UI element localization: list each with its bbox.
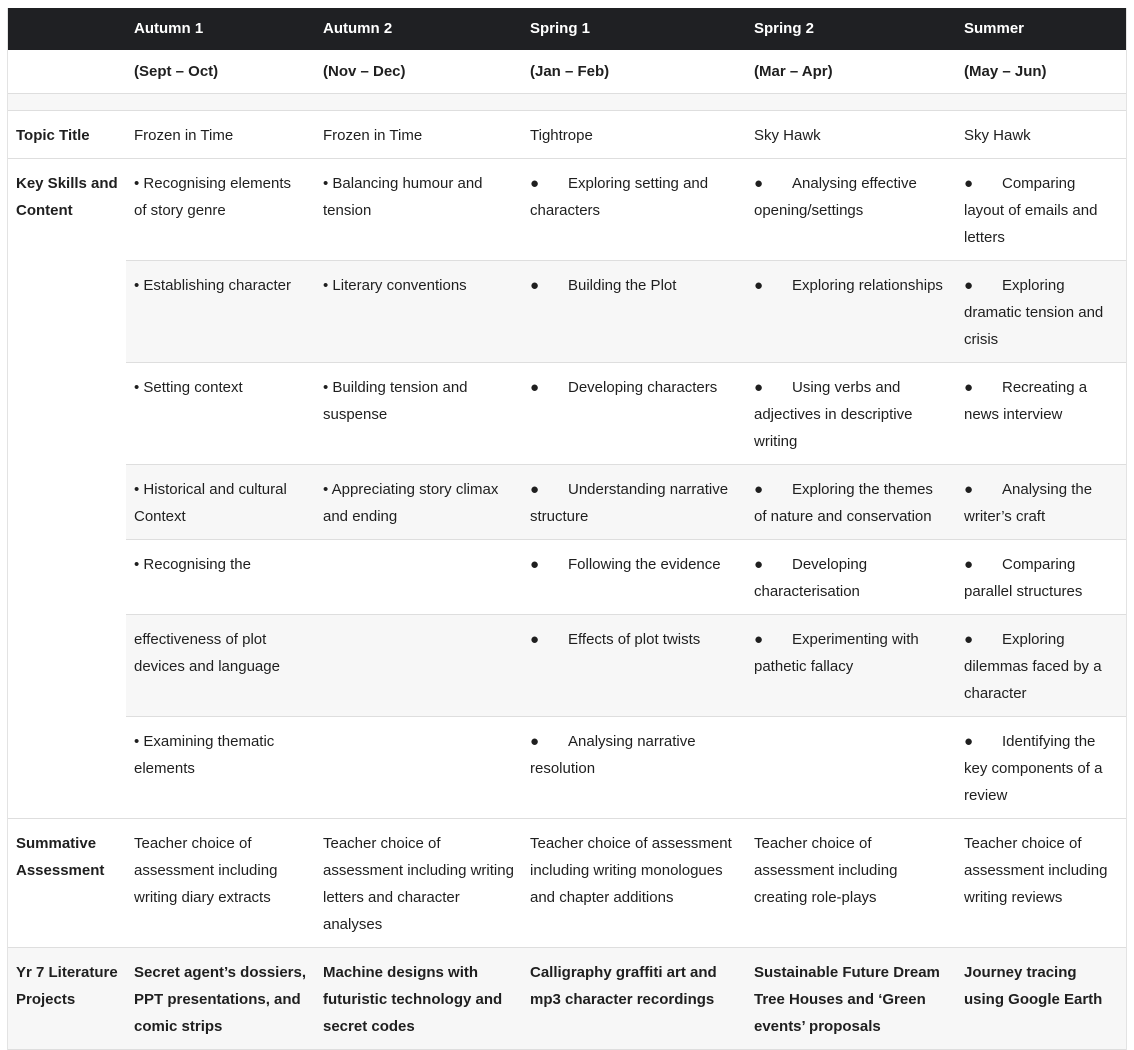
skills-row [8,615,1126,717]
summative-cell: Teacher choice of assessment including writing reviews [956,819,1126,948]
bullet-icon: ● [964,175,974,192]
topic-cell: Frozen in Time [126,111,315,159]
skill-cell [746,465,956,540]
project-cell: Sustainable Future Dream Tree Houses and ‘Green events’ proposals [746,948,956,1050]
bullet-icon: ● [964,277,974,294]
skill-cell [315,465,522,540]
skill-cell [315,615,522,717]
skill-text: Building the Plot [568,277,677,294]
summative-cell: Teacher choice of assessment including writing diary extracts [126,819,315,948]
skill-cell [746,540,956,615]
bullet-icon: ● [964,631,974,648]
row-label-literature-projects: Yr 7 Literature Projects [8,948,126,1050]
skill-text: • Setting context [134,379,243,396]
skill-cell [522,261,746,363]
skill-text: Using verbs and adjectives in descriptive writing [754,379,913,450]
skills-row [8,159,1126,261]
skill-cell [746,261,956,363]
skill-cell [315,717,522,819]
skill-text: Identifying the key components of a review [964,733,1103,804]
spacer-cell [746,94,956,111]
summative-cell: Teacher choice of assessment including creating role-plays [746,819,956,948]
skill-text: Analysing effective opening/settings [754,175,917,219]
skill-cell [956,465,1126,540]
header-cell-empty [8,8,126,50]
skill-text: • Literary conventions [323,277,467,294]
skill-text: Analysing narrative resolution [530,733,696,777]
header-cell-spring-1: Spring 1 [522,8,746,50]
bullet-icon: ● [754,481,764,498]
skill-text: Exploring setting and characters [530,175,709,219]
row-label-summative-assessment: Summative Assessment [8,819,126,948]
skill-text: • Recognising the [134,556,251,573]
spacer-row [8,94,1126,111]
date-cell-autumn-2: (Nov – Dec) [315,50,522,94]
skill-cell [956,363,1126,465]
spacer-cell [956,94,1126,111]
date-cell-summer: (May – Jun) [956,50,1126,94]
date-cell-autumn-1: (Sept – Oct) [126,50,315,94]
skill-text: Exploring dilemmas faced by a character [964,631,1102,702]
skill-text: • Building tension and suspense [323,379,468,423]
bullet-icon: ● [530,277,540,294]
bullet-icon: ● [530,481,540,498]
skill-text: • Recognising elements of story genre [134,175,292,219]
bullet-icon: ● [964,379,974,396]
skill-cell [315,540,522,615]
skill-cell [315,261,522,363]
summative-assessment-row [8,819,1126,948]
topic-cell: Sky Hawk [956,111,1126,159]
row-label-topic-title: Topic Title [8,111,126,159]
bullet-icon: ● [754,556,764,573]
skill-cell [956,717,1126,819]
skill-text: Understanding narrative structure [530,481,729,525]
skills-row [8,261,1126,363]
skill-cell [522,615,746,717]
row-label-key-skills: Key Skills and Content [8,159,126,819]
skill-cell [126,159,315,261]
topic-cell: Sky Hawk [746,111,956,159]
spacer-cell [522,94,746,111]
skill-text: Recreating a news interview [964,379,1088,423]
bullet-icon: ● [964,481,974,498]
spacer-cell [315,94,522,111]
skill-cell [522,465,746,540]
skill-cell [126,540,315,615]
bullet-icon: ● [754,379,764,396]
skill-cell [126,363,315,465]
summative-cell: Teacher choice of assessment including writing letters and character analyses [315,819,522,948]
skill-text: • Establishing character [134,277,291,294]
skill-cell [956,540,1126,615]
skill-text: Experimenting with pathetic fallacy [754,631,919,675]
bullet-icon: ● [530,175,540,192]
skill-text: Developing characterisation [754,556,868,600]
skill-text: Analysing the writer’s craft [964,481,1093,525]
curriculum-table-container [7,8,1127,1050]
header-row [8,8,1126,50]
skills-row [8,717,1126,819]
skill-text: effectiveness of plot devices and language [134,631,280,675]
skill-cell [522,717,746,819]
skill-cell [746,159,956,261]
skill-cell [315,159,522,261]
skill-text: • Balancing humour and tension [323,175,483,219]
skill-cell [522,159,746,261]
header-cell-autumn-2: Autumn 2 [315,8,522,50]
skill-text: • Historical and cultural Context [134,481,287,525]
header-cell-autumn-1: Autumn 1 [126,8,315,50]
spacer-cell [126,94,315,111]
skills-row [8,540,1126,615]
spacer-cell [8,94,126,111]
curriculum-table [8,8,1126,1050]
bullet-icon: ● [964,733,974,750]
skills-row [8,465,1126,540]
skill-text: Following the evidence [568,556,721,573]
project-cell: Calligraphy graffiti art and mp3 character recordings [522,948,746,1050]
bullet-icon: ● [530,733,540,750]
skill-text: Comparing parallel structures [964,556,1083,600]
skill-cell [956,261,1126,363]
skill-cell [746,615,956,717]
skill-text: • Appreciating story climax and ending [323,481,499,525]
header-cell-spring-2: Spring 2 [746,8,956,50]
bullet-icon: ● [754,175,764,192]
bullet-icon: ● [754,631,764,648]
bullet-icon: ● [754,277,764,294]
skill-cell [522,540,746,615]
skill-text: • Examining thematic elements [134,733,275,777]
project-cell: Journey tracing using Google Earth [956,948,1126,1050]
skill-cell [956,615,1126,717]
skill-cell [746,717,956,819]
skill-text: Developing characters [568,379,718,396]
skill-text: Comparing layout of emails and letters [964,175,1098,246]
skill-text: Effects of plot twists [568,631,701,648]
skill-text: Exploring relationships [792,277,943,294]
dates-row [8,50,1126,94]
summative-cell: Teacher choice of assessment including writing monologues and chapter additions [522,819,746,948]
skill-cell [522,363,746,465]
skill-cell [746,363,956,465]
skill-cell [315,363,522,465]
skill-text: Exploring dramatic tension and crisis [964,277,1104,348]
topic-cell: Frozen in Time [315,111,522,159]
skill-cell [126,717,315,819]
skill-cell [126,465,315,540]
skill-text: Exploring the themes of nature and conservation [754,481,933,525]
bullet-icon: ● [964,556,974,573]
skill-cell [956,159,1126,261]
literature-projects-row [8,948,1126,1050]
topic-title-row [8,111,1126,159]
skill-cell [126,615,315,717]
skill-cell [126,261,315,363]
bullet-icon: ● [530,631,540,648]
date-cell-spring-2: (Mar – Apr) [746,50,956,94]
project-cell: Secret agent’s dossiers, PPT presentations, and comic strips [126,948,315,1050]
bullet-icon: ● [530,379,540,396]
skills-row [8,363,1126,465]
topic-cell: Tightrope [522,111,746,159]
date-cell-spring-1: (Jan – Feb) [522,50,746,94]
project-cell: Machine designs with futuristic technology and secret codes [315,948,522,1050]
date-cell-empty [8,50,126,94]
bullet-icon: ● [530,556,540,573]
header-cell-summer: Summer [956,8,1126,50]
